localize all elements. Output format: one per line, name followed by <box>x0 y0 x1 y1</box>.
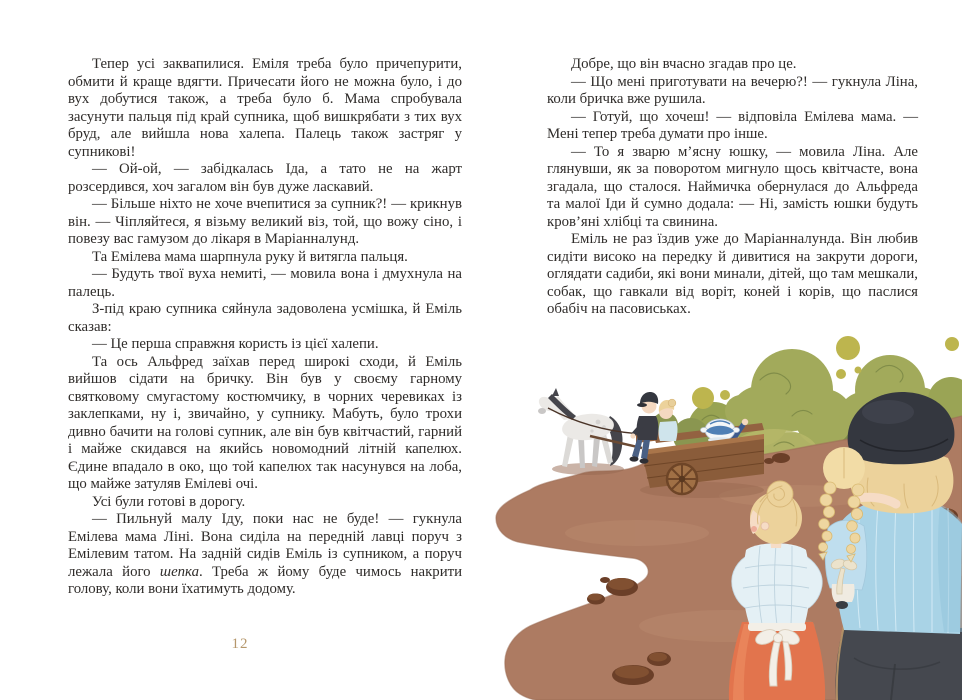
paragraph: Тепер усі заквапилися. Еміля треба було причепурити, обмити й краще вдягти. Причесати його не можна було, і до вух добутися також, а треба було б. Мама спробувала засунути пальця під край супника, щоб вишкрябати з тих вух бруд, але вийшла нова халепа. Палець також застряг у супникові! <box>68 56 462 160</box>
ida-boot <box>836 601 848 609</box>
father-boot <box>630 456 639 461</box>
paragraph: Та ось Альфред заїхав перед широкі сходи, й Еміль вийшов сідати на бричку. Він був у своєму гарному святковому смугастому костюмчику, в чорних черевиках із заклепками, ну і, звичайно, у супнику. Мабуть, було трохи дивно бачити на голові супник, але він був квітчастий, гарний і майже скидався на якийсь новомодний літній капелюх. Єдине впадало в око, що той капелюх так насунувся на лоба, що майже затуляв Емілеві очі. <box>68 353 462 492</box>
page-number: 12 <box>231 636 249 652</box>
lina-cheek-blush <box>751 526 757 532</box>
father-hand <box>630 433 635 438</box>
paragraph: — Готуй, що хочеш! — відповіла Емілева мама. — Мені тепер треба думати про інше. <box>547 108 918 142</box>
right-page-text <box>547 56 918 319</box>
lina-hair-bun <box>767 481 793 507</box>
paragraph: — Більше ніхто не хоче вчепитися за супник?! — крикнув він. — Чіпляйтеся, я візьму великий віз, той, що вожу сіно, і повезу вас гамузом до лікаря в Маріанналунд. <box>68 196 462 247</box>
mud-spot <box>612 665 654 685</box>
alfred-trousers <box>835 624 962 700</box>
horse-leg <box>592 436 600 467</box>
mud-spot <box>647 652 671 666</box>
alfred-cap-highlight <box>862 400 914 424</box>
illustration <box>492 328 962 700</box>
paragraph-part: . Треба ж йому буде чимось накрити голову, коли вони їхатимуть додому. <box>68 563 462 597</box>
paragraph: — То я зварю м’ясну юшку, — мовила Ліна. Але глянувши, як за поворотом мигнуло щось квітчасте, вона згадала, що сталося. Наймичка обернулася до Альфреда та малої Іди й сумно додала: — Ні, замість юшки будуть кров’яні хлібці та свинина. <box>547 143 918 230</box>
paragraph: Та Емілева мама шарпнула руку й витягла пальця. <box>92 248 408 265</box>
paragraph: Еміль не раз їздив уже до Маріанналунда. Він любив сидіти високо на передку й дивитися на закрути дороги, оглядати садиби, які вони минали, дітей, що там мешкали, собак, що гавкали від воріт, коней і корів, що паслися обабіч на пасовиськах. <box>547 231 918 317</box>
paragraph: — Що мені приготувати на вечерю?! — гукнула Ліна, коли бричка вже рушила. <box>547 73 918 107</box>
horse-leg <box>562 434 574 467</box>
paragraph: — Ой-ой, — забідкалась Іда, а тато не на жарт розсердився, хоч загалом він був дуже ласкавий. <box>68 161 462 195</box>
horse-muzzle <box>538 408 546 414</box>
left-page-text <box>68 56 462 599</box>
italic-word: шепка <box>159 563 200 580</box>
mud-spot <box>606 578 638 596</box>
paragraph-part: — Пильнуй малу Іду, поки нас не буде! — гукнула Емілева мама Ліні. Вона сиділа на передній лавці поруч з Емілевим татом. На задній сидів Еміль із супником, а поруч лежала його <box>68 511 462 580</box>
horse-icon <box>536 388 622 468</box>
paragraph: Усі були готові в дорогу. <box>92 493 246 510</box>
mother-body <box>659 421 678 441</box>
cart-wheel <box>667 464 697 494</box>
mud-spot <box>600 577 610 583</box>
paragraph: — Будуть твої вуха немиті, — мовила вона і дмухнула на палець. <box>68 266 462 300</box>
paragraph: З-під краю супника сяйнула задоволена усмішка, й Еміль сказав: <box>68 301 462 335</box>
lina-apron-waistband <box>748 623 806 631</box>
emil-hand <box>742 419 748 425</box>
father-cap-brim <box>637 403 647 407</box>
horse-ear <box>552 388 559 396</box>
mother-hair-bun <box>668 399 676 407</box>
paragraph <box>68 511 462 599</box>
paragraph: Добре, що він вчасно згадав про це. <box>571 56 797 72</box>
father-boot <box>640 458 649 463</box>
ida-pantaloons <box>832 584 855 602</box>
mud-spot <box>587 594 605 605</box>
lina-ear <box>761 522 769 530</box>
ida-dress <box>825 520 867 590</box>
paragraph: — Це перша справжня користь із цієї халепи. <box>92 336 379 352</box>
